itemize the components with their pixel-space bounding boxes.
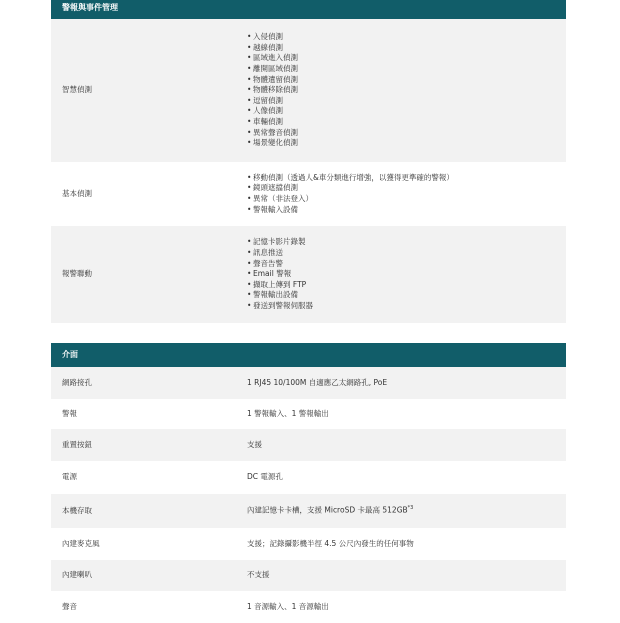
feature-item: • 異常聲音偵測 (247, 128, 566, 139)
feature-item: • 記憶卡影片錄製 (247, 237, 566, 248)
feature-item: • 鏡頭遮擋偵測 (247, 183, 566, 194)
spec-row-alarm-linkage (51, 226, 566, 323)
section-header: 警報與事件管理 (51, 0, 566, 19)
feature-item: • 場景變化偵測 (247, 138, 566, 149)
section-header: 介面 (51, 343, 566, 367)
feature-item: • 物體遺留偵測 (247, 75, 566, 86)
spec-value-text: 內建記憶卡卡槽，支援 MicroSD 卡最高 512GB (247, 505, 408, 515)
spec-value (247, 173, 566, 215)
spec-value (247, 505, 566, 516)
spec-value: 支援 (247, 439, 262, 449)
feature-item: • 警報輸入設備 (247, 205, 566, 216)
feature-item: • 物體移除偵測 (247, 85, 566, 96)
feature-item: • 訊息推送 (247, 248, 566, 259)
spec-value: 1 音源輸入、1 音源輸出 (247, 601, 329, 611)
feature-item: • 人像偵測 (247, 106, 566, 117)
interface-section (51, 343, 566, 623)
spec-label: 基本偵測 (62, 188, 92, 198)
spec-value: 不支援 (247, 570, 270, 580)
spec-label: 網路接孔 (62, 377, 92, 387)
feature-item: • 車輛偵測 (247, 117, 566, 128)
spec-label: 警報 (62, 408, 77, 418)
spec-value: DC 電源孔 (247, 472, 283, 482)
spec-row (51, 461, 566, 494)
alarm-section (51, 0, 566, 323)
spec-label: 聲音 (62, 601, 77, 611)
feature-item: • 警報輸出設備 (247, 290, 566, 301)
spec-label: 重置按鈕 (62, 439, 92, 449)
spec-label: 電源 (62, 472, 77, 482)
spec-value (247, 32, 566, 149)
footnote-marker: *3 (407, 505, 414, 512)
feature-list (247, 32, 566, 149)
spec-label: 內建麥克風 (62, 538, 100, 548)
spec-row (51, 591, 566, 623)
feature-item: • 異常（非法登入） (247, 194, 566, 205)
spec-label: 內建喇叭 (62, 570, 92, 580)
spec-row (51, 399, 566, 429)
spec-label: 智慧偵測 (62, 85, 92, 95)
spec-value (247, 237, 566, 311)
feature-item: • 越線偵測 (247, 43, 566, 54)
spec-value: 1 警報輸入、1 警報輸出 (247, 408, 329, 418)
spec-row (51, 429, 566, 461)
feature-list (247, 173, 566, 215)
feature-item: • 離開區域偵測 (247, 64, 566, 75)
spec-row-smart-detection (51, 19, 566, 162)
spec-row (51, 560, 566, 591)
feature-item: • 擷取上傳到 FTP (247, 280, 566, 291)
feature-item: • 移動偵測（透過人&車分類進行增強，以獲得更準確的警報） (247, 173, 566, 184)
feature-item: • 區域進入偵測 (247, 53, 566, 64)
feature-item: • 聲音告警 (247, 259, 566, 270)
feature-item: • 逗留偵測 (247, 96, 566, 107)
spec-value: 支援；記錄攝影機半徑 4.5 公尺內發生的任何事物 (247, 538, 414, 548)
spec-row (51, 367, 566, 399)
feature-list (247, 237, 566, 311)
spec-label: 報警聯動 (62, 269, 92, 279)
feature-item: • 入侵偵測 (247, 32, 566, 43)
feature-item: • 發送到警報伺服器 (247, 301, 566, 312)
spec-row (51, 494, 566, 528)
feature-item: • Email 警報 (247, 269, 566, 280)
spec-label: 本機存取 (62, 505, 92, 515)
spec-row (51, 528, 566, 560)
spec-value: 1 RJ45 10/100M 自適應乙太網路孔, PoE (247, 377, 388, 387)
spec-row-basic-detection (51, 162, 566, 226)
